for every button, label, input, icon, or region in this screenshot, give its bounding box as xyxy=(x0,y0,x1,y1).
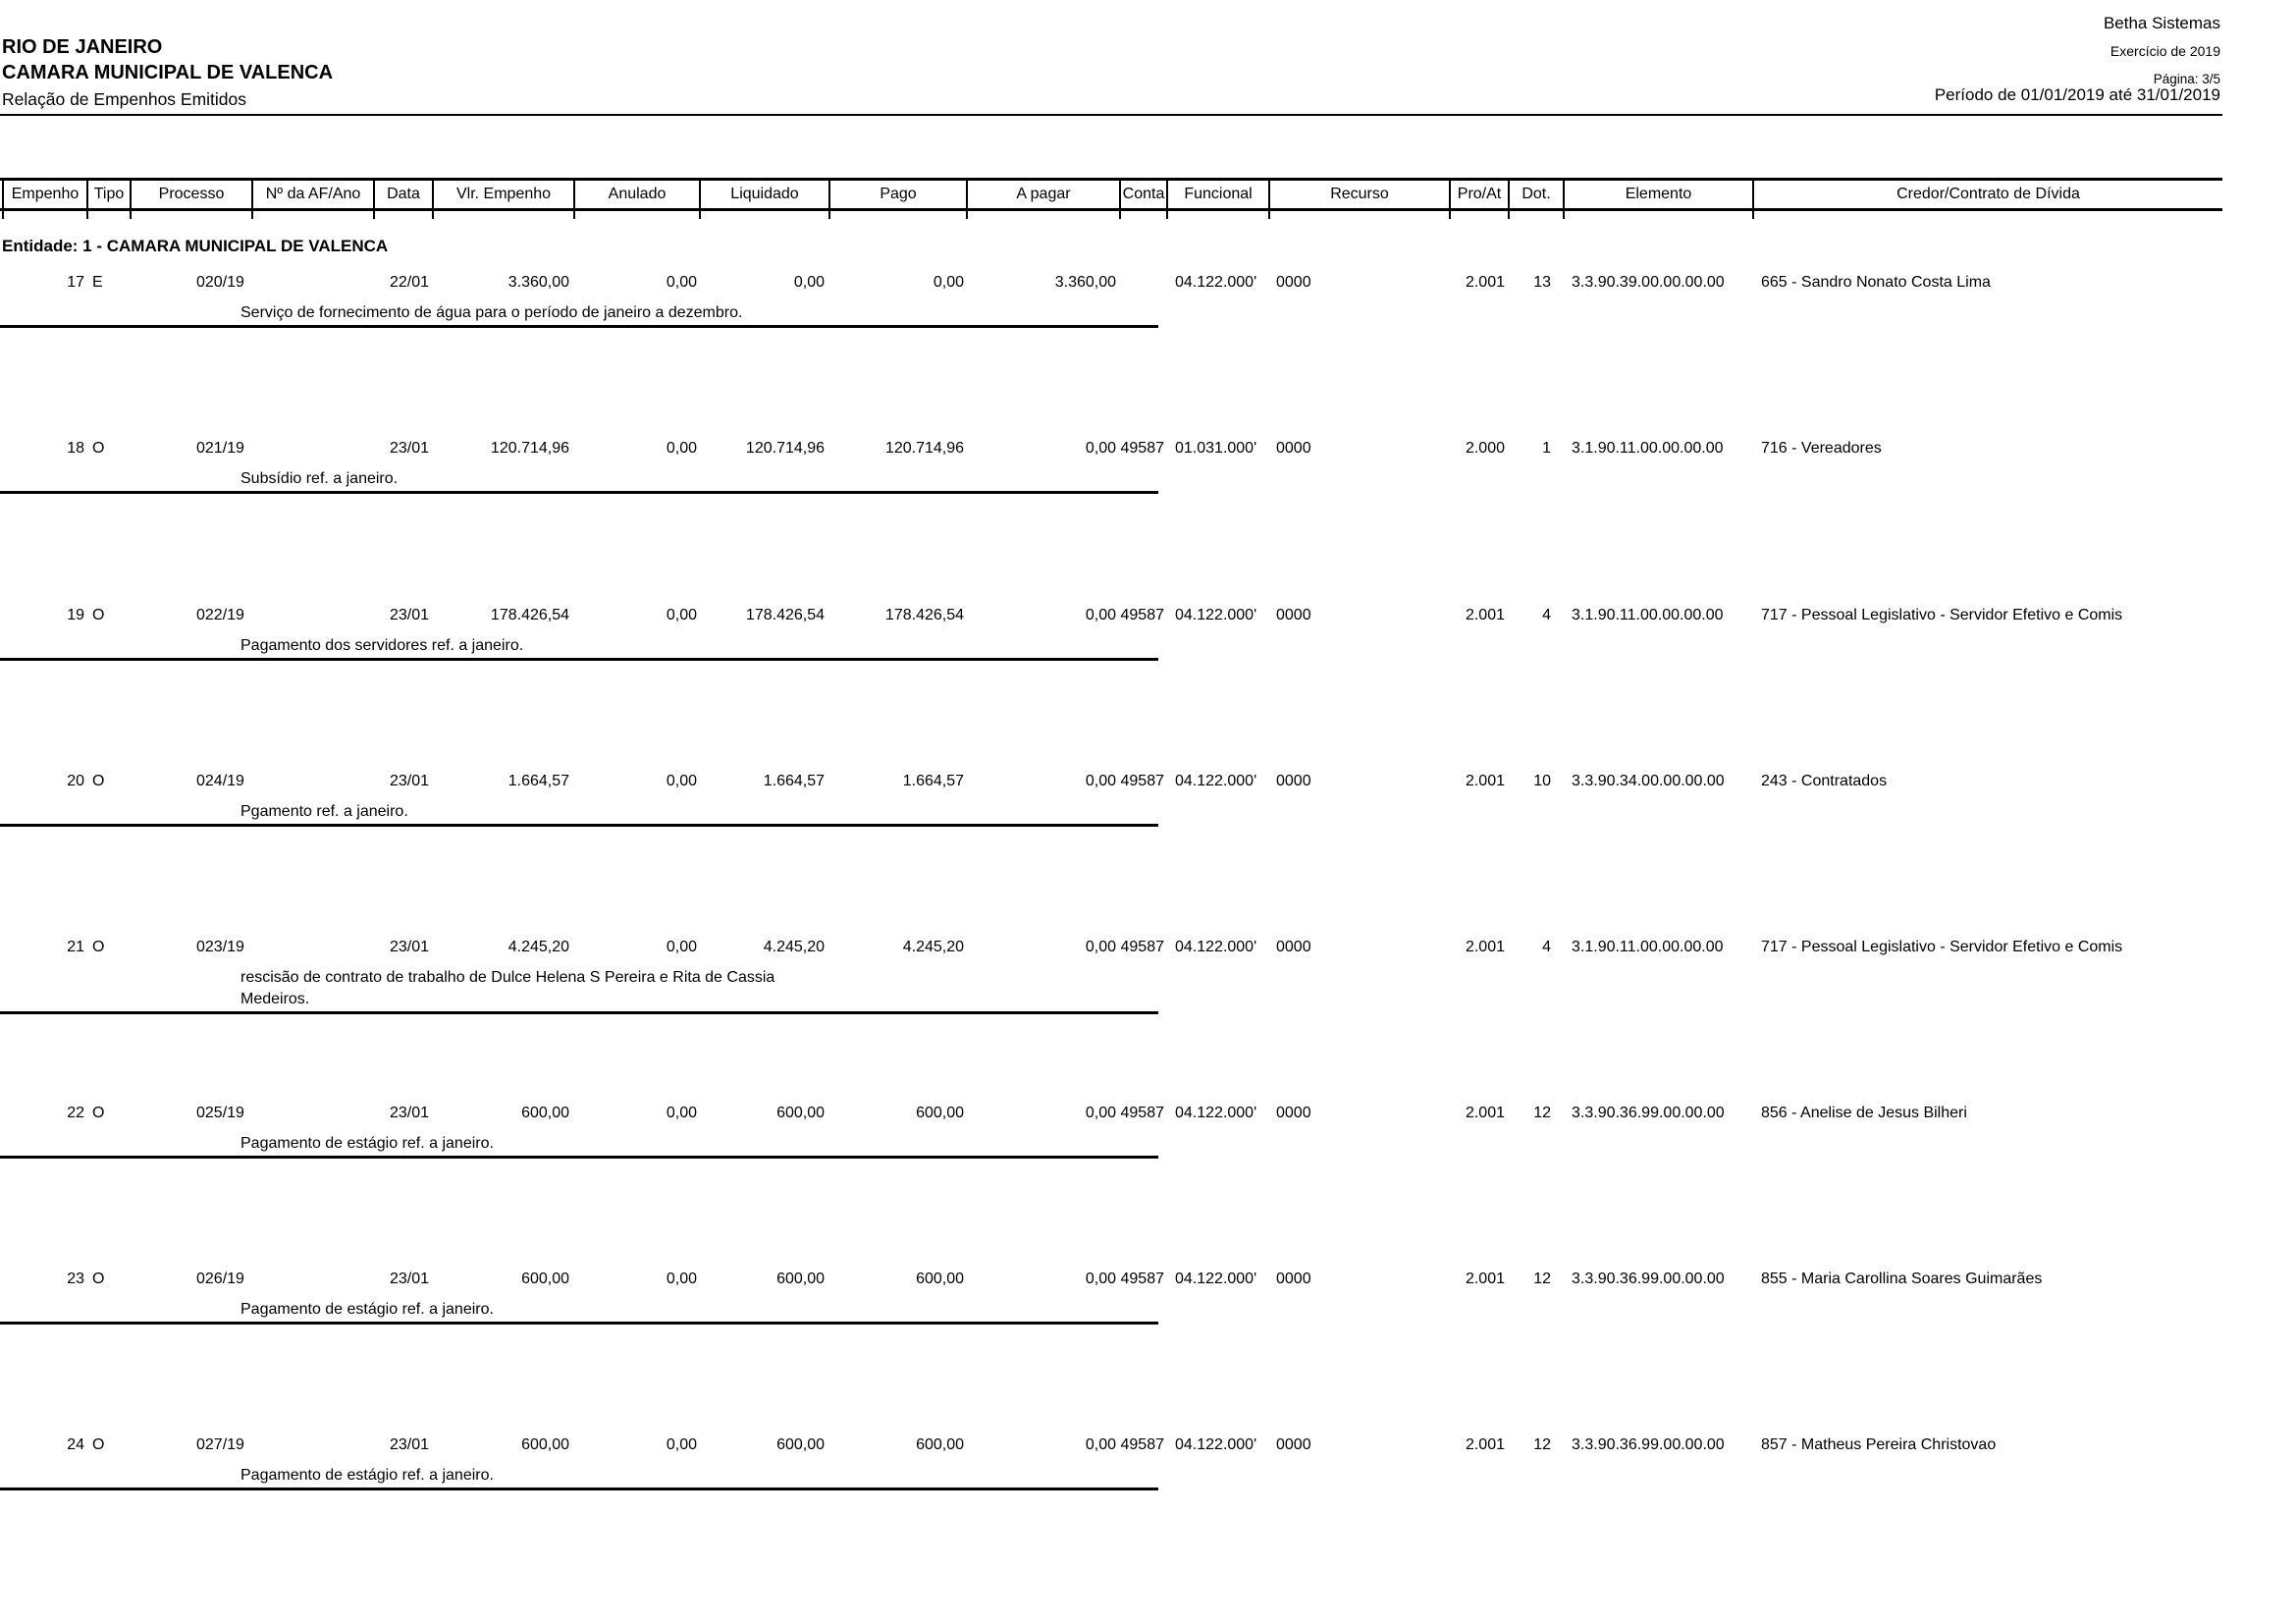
row-separator xyxy=(0,1011,1158,1014)
cell-recurso: 0000 xyxy=(1276,773,1311,789)
cell-historico: Serviço de fornecimento de água para o período de janeiro a dezembro. xyxy=(240,304,743,321)
cell-historico: Pagamento de estágio ref. a janeiro. xyxy=(240,1467,494,1484)
row-separator xyxy=(0,824,1158,827)
report-title: Relação de Empenhos Emitidos xyxy=(2,89,247,109)
cell-pago: 600,00 xyxy=(916,1105,964,1121)
table-row xyxy=(0,439,2296,557)
cell-elemento: 3.3.90.36.99.00.00.00 xyxy=(1572,1436,1725,1453)
cell-elemento: 3.1.90.11.00.00.00.00 xyxy=(1572,939,1724,955)
cell-credor: 716 - Vereadores xyxy=(1761,440,1882,457)
row-separator xyxy=(0,491,1158,494)
column-header: Empenho xyxy=(2,181,86,208)
cell-funcional: 04.122.000' xyxy=(1175,1271,1257,1287)
cell-credor: 857 - Matheus Pereira Christovao xyxy=(1761,1436,1997,1453)
cell-conta: 49587 xyxy=(1120,773,1164,789)
cell-anulado: 0,00 xyxy=(666,1436,697,1453)
cell-dot: 12 xyxy=(1533,1271,1551,1287)
cell-pago: 1.664,57 xyxy=(902,773,964,789)
cell-pro-at: 2.001 xyxy=(1465,1436,1505,1453)
cell-anulado: 0,00 xyxy=(666,440,697,457)
cell-empenho: 20 xyxy=(67,773,84,789)
cell-pro-at: 2.000 xyxy=(1465,440,1505,457)
cell-tipo: O xyxy=(92,1271,105,1287)
column-header: Nº da AF/Ano xyxy=(251,181,373,208)
cell-recurso: 0000 xyxy=(1276,1271,1311,1287)
cell-vlr-empenho: 3.360,00 xyxy=(507,274,569,291)
cell-credor: 243 - Contratados xyxy=(1761,773,1888,789)
cell-dot: 13 xyxy=(1533,274,1551,291)
cell-liquidado: 0,00 xyxy=(793,274,825,291)
vendor-name: Betha Sistemas xyxy=(2103,14,2220,32)
cell-a-pagar: 0,00 xyxy=(1085,1271,1116,1287)
cell-a-pagar: 3.360,00 xyxy=(1054,274,1116,291)
exercise-label: Exercício de 2019 xyxy=(2109,43,2220,59)
page-number: Página: 3/5 xyxy=(2153,72,2220,86)
cell-processo: 022/19 xyxy=(196,607,244,623)
cell-credor: 717 - Pessoal Legislativo - Servidor Efetivo e Comis xyxy=(1761,939,2123,955)
cell-empenho: 22 xyxy=(67,1105,84,1121)
cell-anulado: 0,00 xyxy=(666,274,697,291)
row-separator xyxy=(0,658,1158,661)
cell-funcional: 04.122.000' xyxy=(1175,1436,1257,1453)
cell-dot: 12 xyxy=(1533,1105,1551,1121)
cell-vlr-empenho: 1.664,57 xyxy=(507,773,569,789)
cell-tipo: O xyxy=(92,1105,105,1121)
cell-liquidado: 600,00 xyxy=(776,1436,825,1453)
cell-liquidado: 600,00 xyxy=(776,1105,825,1121)
cell-conta: 49587 xyxy=(1120,1271,1164,1287)
cell-dot: 4 xyxy=(1542,607,1551,623)
cell-a-pagar: 0,00 xyxy=(1085,1105,1116,1121)
cell-pago: 600,00 xyxy=(916,1271,964,1287)
cell-recurso: 0000 xyxy=(1276,607,1311,623)
cell-pro-at: 2.001 xyxy=(1465,1271,1505,1287)
cell-anulado: 0,00 xyxy=(666,607,697,623)
cell-historico: Pagamento dos servidores ref. a janeiro. xyxy=(240,637,524,654)
column-header: Data xyxy=(373,181,432,208)
cell-credor: 856 - Anelise de Jesus Bilheri xyxy=(1761,1105,1967,1121)
cell-pro-at: 2.001 xyxy=(1465,274,1505,291)
column-header: Funcional xyxy=(1166,181,1268,208)
cell-pago: 178.426,54 xyxy=(884,607,964,623)
column-tick xyxy=(373,211,375,219)
cell-data: 23/01 xyxy=(389,1436,429,1453)
column-tick xyxy=(699,211,701,219)
column-tick xyxy=(1268,211,1270,219)
cell-recurso: 0000 xyxy=(1276,1436,1311,1453)
cell-empenho: 17 xyxy=(67,274,84,291)
column-header: Tipo xyxy=(86,181,130,208)
cell-conta: 49587 xyxy=(1120,1436,1164,1453)
entity-name: CAMARA MUNICIPAL DE VALENCA xyxy=(2,62,334,83)
column-tick xyxy=(1563,211,1565,219)
table-row xyxy=(0,1270,2296,1387)
column-header: Elemento xyxy=(1563,181,1752,208)
cell-processo: 027/19 xyxy=(196,1436,244,1453)
cell-processo: 020/19 xyxy=(196,274,244,291)
cell-funcional: 04.122.000' xyxy=(1175,1105,1257,1121)
cell-dot: 12 xyxy=(1533,1436,1551,1453)
cell-funcional: 04.122.000' xyxy=(1175,274,1257,291)
cell-data: 23/01 xyxy=(389,939,429,955)
column-tick xyxy=(966,211,968,219)
cell-elemento: 3.3.90.39.00.00.00.00 xyxy=(1572,274,1725,291)
cell-historico: Pagamento de estágio ref. a janeiro. xyxy=(240,1135,494,1152)
cell-processo: 025/19 xyxy=(196,1105,244,1121)
cell-dot: 10 xyxy=(1533,773,1551,789)
cell-tipo: O xyxy=(92,440,105,457)
table-row xyxy=(0,772,2296,890)
column-tick xyxy=(130,211,132,219)
column-tick xyxy=(1449,211,1451,219)
cell-vlr-empenho: 600,00 xyxy=(521,1105,569,1121)
cell-a-pagar: 0,00 xyxy=(1085,1436,1116,1453)
cell-conta: 49587 xyxy=(1120,939,1164,955)
cell-tipo: E xyxy=(92,274,103,291)
column-header: Vlr. Empenho xyxy=(432,181,573,208)
table-row xyxy=(0,606,2296,724)
cell-processo: 024/19 xyxy=(196,773,244,789)
column-header: Credor/Contrato de Dívida xyxy=(1752,181,2222,208)
table-row xyxy=(0,273,2296,391)
cell-processo: 026/19 xyxy=(196,1271,244,1287)
column-header: Liquidado xyxy=(699,181,828,208)
cell-liquidado: 178.426,54 xyxy=(745,607,825,623)
cell-elemento: 3.3.90.34.00.00.00.00 xyxy=(1572,773,1725,789)
column-tick xyxy=(2,211,4,219)
cell-anulado: 0,00 xyxy=(666,773,697,789)
column-tick xyxy=(432,211,434,219)
row-separator xyxy=(0,1322,1158,1325)
title-divider xyxy=(0,114,2222,116)
cell-pago: 600,00 xyxy=(916,1436,964,1453)
cell-recurso: 0000 xyxy=(1276,1105,1311,1121)
cell-data: 22/01 xyxy=(389,274,429,291)
cell-elemento: 3.3.90.36.99.00.00.00 xyxy=(1572,1105,1725,1121)
cell-anulado: 0,00 xyxy=(666,1105,697,1121)
cell-dot: 4 xyxy=(1542,939,1551,955)
cell-liquidado: 120.714,96 xyxy=(745,440,825,457)
column-tick xyxy=(573,211,575,219)
column-tick xyxy=(1752,211,1754,219)
cell-tipo: O xyxy=(92,773,105,789)
cell-vlr-empenho: 600,00 xyxy=(521,1436,569,1453)
cell-conta: 49587 xyxy=(1120,440,1164,457)
cell-pro-at: 2.001 xyxy=(1465,773,1505,789)
column-header: Conta xyxy=(1119,181,1166,208)
column-header: Pro/At xyxy=(1449,181,1508,208)
cell-data: 23/01 xyxy=(389,440,429,457)
entity-section-heading: Entidade: 1 - CAMARA MUNICIPAL DE VALENCA xyxy=(2,237,389,255)
cell-recurso: 0000 xyxy=(1276,274,1311,291)
cell-elemento: 3.3.90.36.99.00.00.00 xyxy=(1572,1271,1725,1287)
row-separator xyxy=(0,325,1158,328)
cell-data: 23/01 xyxy=(389,773,429,789)
cell-a-pagar: 0,00 xyxy=(1085,440,1116,457)
cell-a-pagar: 0,00 xyxy=(1085,939,1116,955)
cell-funcional: 04.122.000' xyxy=(1175,939,1257,955)
cell-liquidado: 4.245,20 xyxy=(763,939,825,955)
cell-pago: 4.245,20 xyxy=(902,939,964,955)
cell-liquidado: 1.664,57 xyxy=(763,773,825,789)
column-tick xyxy=(1166,211,1168,219)
cell-empenho: 24 xyxy=(67,1436,84,1453)
table-row xyxy=(0,938,2296,1055)
cell-vlr-empenho: 120.714,96 xyxy=(490,440,569,457)
cell-recurso: 0000 xyxy=(1276,440,1311,457)
column-header: Recurso xyxy=(1268,181,1449,208)
cell-data: 23/01 xyxy=(389,1105,429,1121)
cell-tipo: O xyxy=(92,1436,105,1453)
column-tick xyxy=(251,211,253,219)
column-tick xyxy=(1508,211,1510,219)
cell-empenho: 21 xyxy=(67,939,84,955)
cell-funcional: 04.122.000' xyxy=(1175,773,1257,789)
cell-pago: 0,00 xyxy=(933,274,964,291)
cell-historico: Subsídio ref. a janeiro. xyxy=(240,470,399,487)
cell-a-pagar: 0,00 xyxy=(1085,607,1116,623)
table-row xyxy=(0,1104,2296,1221)
cell-a-pagar: 0,00 xyxy=(1085,773,1116,789)
cell-elemento: 3.1.90.11.00.00.00.00 xyxy=(1572,607,1724,623)
table-header xyxy=(0,178,2222,211)
row-separator xyxy=(0,1488,1158,1490)
column-header: Pago xyxy=(828,181,966,208)
cell-vlr-empenho: 4.245,20 xyxy=(507,939,569,955)
cell-data: 23/01 xyxy=(389,1271,429,1287)
column-header: A pagar xyxy=(966,181,1119,208)
cell-liquidado: 600,00 xyxy=(776,1271,825,1287)
cell-pro-at: 2.001 xyxy=(1465,1105,1505,1121)
cell-tipo: O xyxy=(92,607,105,623)
column-tick xyxy=(828,211,830,219)
column-tick xyxy=(86,211,88,219)
cell-processo: 023/19 xyxy=(196,939,244,955)
cell-pro-at: 2.001 xyxy=(1465,939,1505,955)
cell-empenho: 23 xyxy=(67,1271,84,1287)
cell-vlr-empenho: 178.426,54 xyxy=(490,607,569,623)
cell-historico: Pagamento de estágio ref. a janeiro. xyxy=(240,1301,494,1318)
cell-credor: 717 - Pessoal Legislativo - Servidor Efetivo e Comis xyxy=(1761,607,2123,623)
column-header: Dot. xyxy=(1508,181,1563,208)
cell-vlr-empenho: 600,00 xyxy=(521,1271,569,1287)
cell-conta: 49587 xyxy=(1120,1105,1164,1121)
cell-empenho: 18 xyxy=(67,440,84,457)
column-header: Processo xyxy=(130,181,251,208)
cell-historico: rescisão de contrato de trabalho de Dulce Helena S Pereira e Rita de Cassia Medeiros. xyxy=(240,969,775,1007)
cell-pago: 120.714,96 xyxy=(884,440,964,457)
cell-funcional: 01.031.000' xyxy=(1175,440,1257,457)
cell-data: 23/01 xyxy=(389,607,429,623)
cell-processo: 021/19 xyxy=(196,440,244,457)
cell-conta: 49587 xyxy=(1120,607,1164,623)
cell-pro-at: 2.001 xyxy=(1465,607,1505,623)
cell-anulado: 0,00 xyxy=(666,1271,697,1287)
row-separator xyxy=(0,1156,1158,1159)
table-row xyxy=(0,1435,2296,1553)
cell-elemento: 3.1.90.11.00.00.00.00 xyxy=(1572,440,1724,457)
column-header: Anulado xyxy=(573,181,699,208)
cell-tipo: O xyxy=(92,939,105,955)
period-label: Período de 01/01/2019 até 31/01/2019 xyxy=(1934,85,2220,104)
cell-credor: 855 - Maria Carollina Soares Guimarães xyxy=(1761,1271,2043,1287)
cell-anulado: 0,00 xyxy=(666,939,697,955)
cell-recurso: 0000 xyxy=(1276,939,1311,955)
cell-historico: Pgamento ref. a janeiro. xyxy=(240,803,408,820)
cell-dot: 1 xyxy=(1542,440,1551,457)
column-tick xyxy=(1119,211,1121,219)
cell-funcional: 04.122.000' xyxy=(1175,607,1257,623)
cell-credor: 665 - Sandro Nonato Costa Lima xyxy=(1761,274,1991,291)
cell-empenho: 19 xyxy=(67,607,84,623)
state-name: RIO DE JANEIRO xyxy=(2,36,163,58)
